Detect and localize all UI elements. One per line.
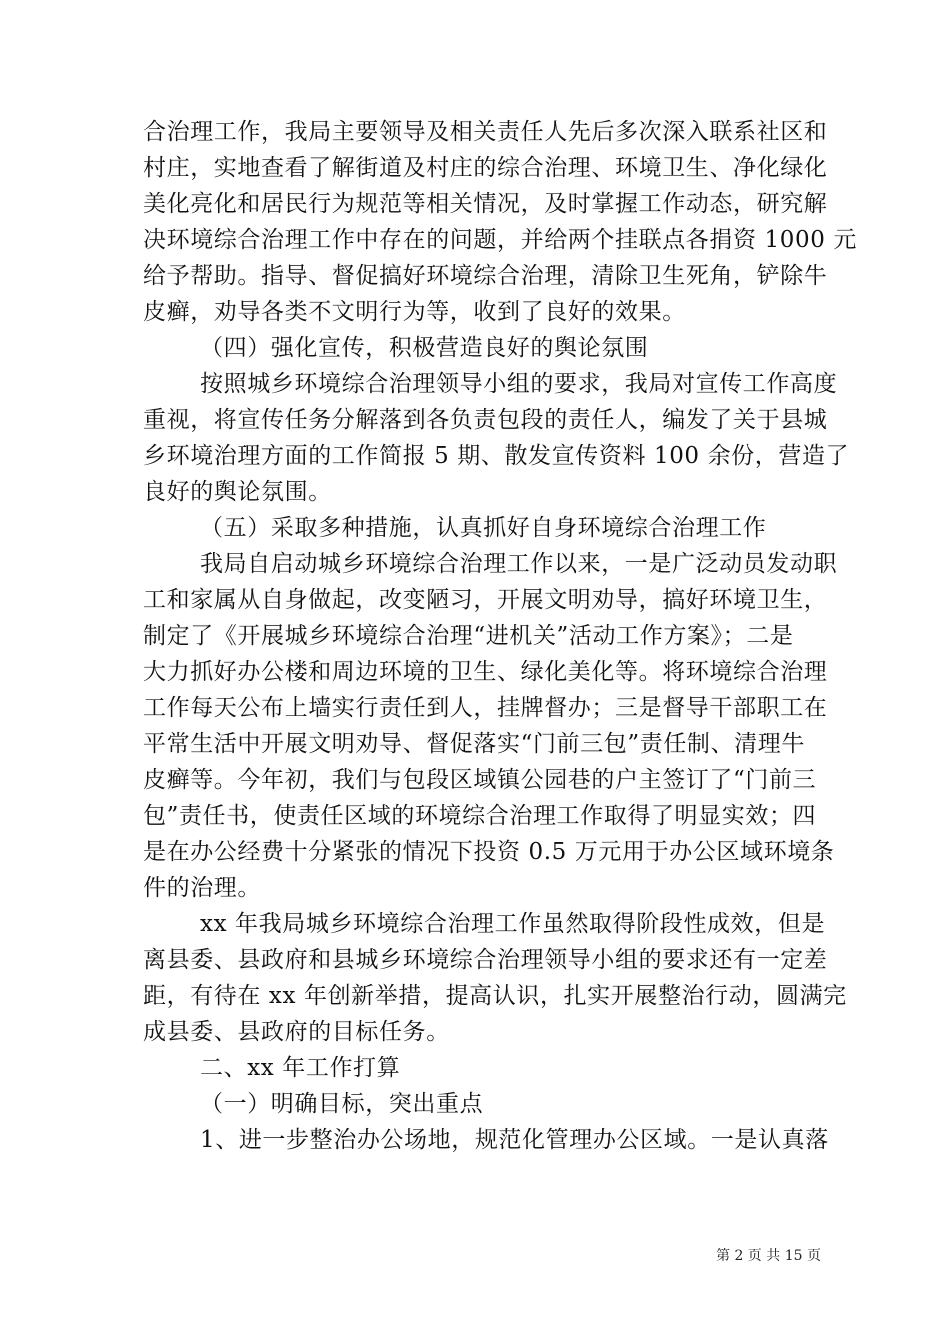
body-text-line: 村庄，实地查看了解街道及村庄的综合治理、环境卫生、净化绿化 bbox=[143, 155, 828, 181]
body-text-line: 我局自启动城乡环境综合治理工作以来，一是广泛动员发动职 bbox=[200, 551, 838, 577]
body-text-line: 重视，将宣传任务分解落到各负责包段的责任人，编发了关于县城 bbox=[143, 407, 828, 433]
body-text-line: 是在办公经费十分紧张的情况下投资 0.5 万元用于办公区域环境条 bbox=[143, 839, 835, 865]
section-heading: （四）强化宣传，积极营造良好的舆论氛围 bbox=[200, 335, 649, 361]
section-heading: （一）明确目标，突出重点 bbox=[200, 1091, 484, 1117]
body-text-line: 给予帮助。指导、督促搞好环境综合治理，清除卫生死角，铲除牛 bbox=[143, 263, 828, 289]
body-text-line: 工作每天公布上墙实行责任到人，挂牌督办；三是督导干部职工在 bbox=[143, 695, 828, 721]
body-text-line: 乡环境治理方面的工作简报 5 期、散发宣传资料 100 余份，营造了 bbox=[143, 443, 850, 469]
body-text-line: 距，有待在 xx 年创新举措，提高认识，扎实开展整治行动，圆满完 bbox=[143, 983, 847, 1009]
body-text-line: 件的治理。 bbox=[143, 875, 261, 901]
body-text-line: 按照城乡环境综合治理领导小组的要求，我局对宣传工作高度 bbox=[200, 371, 838, 397]
body-text-line: 离县委、县政府和县城乡环境综合治理领导小组的要求还有一定差 bbox=[143, 947, 828, 973]
section-heading: （五）采取多种措施，认真抓好自身环境综合治理工作 bbox=[200, 515, 767, 541]
body-text-line: 成县委、县政府的目标任务。 bbox=[143, 1019, 450, 1045]
body-text-line: 工和家属从自身做起，改变陋习，开展文明劝导，搞好环境卫生， bbox=[143, 587, 828, 613]
body-text-line: 制定了《开展城乡环境综合治理“进机关”活动工作方案》；二是 bbox=[143, 623, 794, 649]
section-heading: 二、xx 年工作打算 bbox=[200, 1055, 401, 1081]
body-text-line: 良好的舆论氛围。 bbox=[143, 479, 332, 505]
body-text-line: 美化亮化和居民行为规范等相关情况，及时掌握工作动态，研究解 bbox=[143, 191, 828, 217]
body-text-line: 大力抓好办公楼和周边环境的卫生、绿化美化等。将环境综合治理 bbox=[143, 659, 828, 685]
body-text-line: 1、进一步整治办公场地，规范化管理办公区域。一是认真落 bbox=[200, 1127, 829, 1153]
body-text-line: 合治理工作，我局主要领导及相关责任人先后多次深入联系社区和 bbox=[143, 119, 828, 145]
page-number-footer: 第 2 页 共 15 页 bbox=[716, 1248, 821, 1264]
body-text-line: 决环境综合治理工作中存在的问题，并给两个挂联点各捐资 1000 元 bbox=[143, 227, 857, 253]
body-text-line: 皮癣，劝导各类不文明行为等，收到了良好的效果。 bbox=[143, 299, 686, 325]
body-text-line: 平常生活中开展文明劝导、督促落实“门前三包”责任制、清理牛 bbox=[143, 731, 805, 757]
body-text-line: xx 年我局城乡环境综合治理工作虽然取得阶段性成效，但是 bbox=[200, 911, 826, 937]
body-text-line: 包”责任书，使责任区域的环境综合治理工作取得了明显实效；四 bbox=[143, 803, 817, 829]
body-text-line: 皮癣等。今年初，我们与包段区域镇公园巷的户主签订了“门前三 bbox=[143, 767, 817, 793]
